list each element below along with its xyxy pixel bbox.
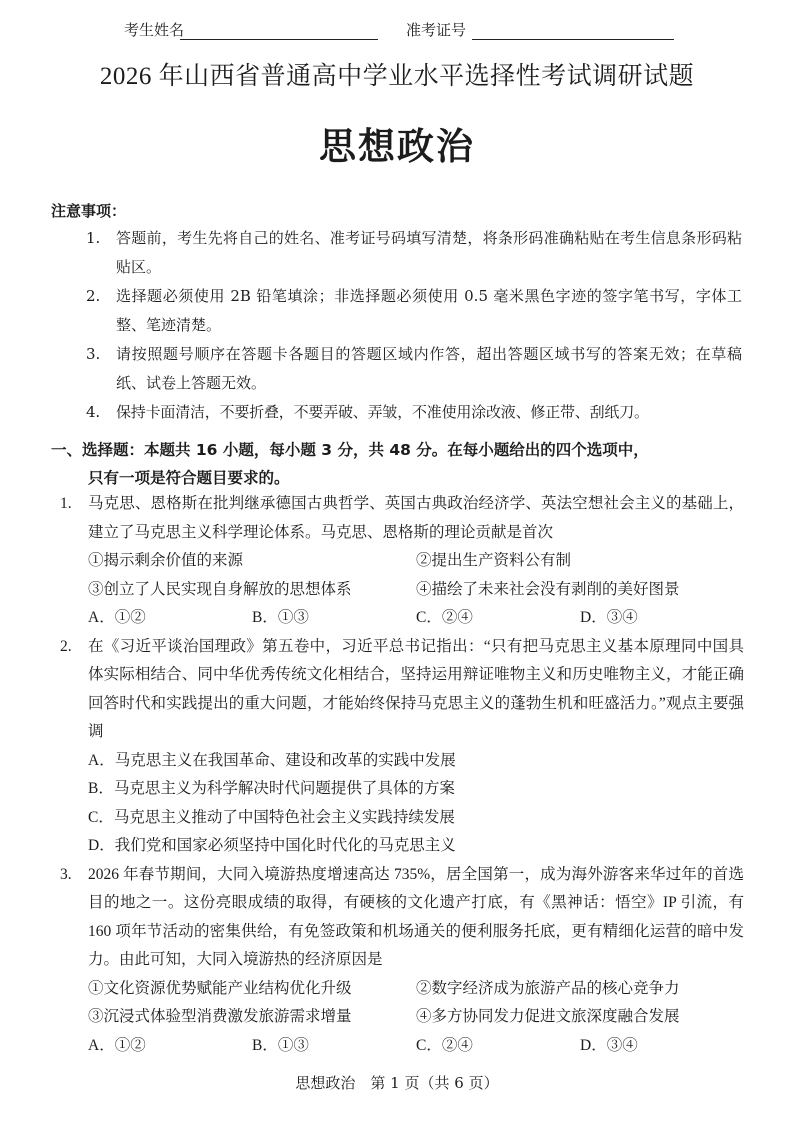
subject-title: 思想政治	[319, 125, 475, 168]
notice-list	[86, 224, 742, 427]
question-stem: 2026 年春节期间，大同入境游热度增速高达 735%，居全国第一，成为海外游客来华过年的首选目的地之一。这份亮眼成绩的取得，有硬核的文化遗产打底，有《黑神话：悟空》IP 引流，有 160 项年节活动的密集供给，有免签政策和机场通关的便利服务托底，更有精细化运营的暗中发力。由此可知，大同入境游热的经济原因是	[88, 865, 744, 968]
option-row	[88, 604, 744, 633]
question-number: 2.	[60, 637, 72, 655]
option-c: C．马克思主义推动了中国特色社会主义实践持续发展	[88, 808, 455, 826]
question-list	[60, 490, 744, 1060]
question-stem: 马克思、恩格斯在批判继承德国古典哲学、英国古典政治经济学、英法空想社会主义的基础上，建立了马克思主义科学理论体系。马克思、恩格斯的理论贡献是首次	[88, 495, 744, 541]
question-stem: 在《习近平谈治国理政》第五卷中，习近平总书记指出：“只有把马克思主义基本原理同中国具体实际相结合、同中华优秀传统文化相结合，坚持运用辩证唯物主义和历史唯物主义，才能正确回答时代和实践提出的重大问题，才能始终保持马克思主义的蓬勃生机和旺盛活力。”观点主要强调	[88, 637, 744, 740]
notice-num: 4.	[86, 403, 100, 421]
notice-item	[86, 224, 742, 282]
question-3	[60, 861, 744, 1061]
statement-row	[88, 547, 744, 576]
option-a: A．①②	[88, 609, 146, 626]
option-c: C．②④	[416, 1036, 473, 1054]
statement: ④描绘了未来社会没有剥削的美好图景	[416, 580, 680, 598]
notice-text: 保持卡面清洁，不要折叠，不要弄破、弄皱，不准使用涂改液、修正带、刮纸刀。	[116, 403, 649, 421]
id-label: 准考证号	[406, 21, 467, 39]
notice-text: 答题前，考生先将自己的姓名、准考证号码填写清楚，将条形码准确粘贴在考生信息条形码粘贴区。	[116, 229, 742, 276]
statement-row	[88, 975, 744, 1004]
notice-item	[86, 340, 742, 398]
option-b: B．①③	[252, 609, 309, 626]
notice-item	[86, 398, 742, 427]
section-line-2: 只有一项是符合题目要求的。	[88, 469, 290, 487]
question-number: 1.	[60, 495, 72, 512]
option-d: D．③④	[580, 609, 638, 626]
exam-title: 2026 年山西省普通高中学业水平选择性考试调研试题	[99, 63, 695, 90]
question-1	[60, 490, 744, 633]
option-d: D．③④	[580, 1036, 638, 1054]
option-a: A．马克思主义在我国革命、建设和改革的实践中发展	[88, 751, 456, 769]
notice-heading: 注意事项：	[51, 202, 127, 220]
name-label: 考生姓名	[124, 21, 185, 39]
statement: ①文化资源优势赋能产业结构优化升级	[88, 979, 352, 997]
statement: ③创立了人民实现自身解放的思想体系	[88, 580, 352, 598]
notice-text: 选择题必须使用 2B 铅笔填涂；非选择题必须使用 0.5 毫米黑色字迹的签字笔书写，字体工整、笔迹清楚。	[116, 287, 742, 334]
statement: ②提出生产资料公有制	[416, 552, 572, 569]
option-b: B．马克思主义为科学解决时代问题提供了具体的方案	[88, 780, 455, 797]
statement-row	[88, 576, 744, 605]
notice-text: 请按照题号顺序在答题卡各题目的答题区域内作答，超出答题区域书写的答案无效；在草稿纸、试卷上答题无效。	[116, 345, 742, 392]
notice-num: 3.	[86, 345, 101, 363]
notice-item	[86, 282, 742, 340]
statement-row	[88, 1003, 744, 1032]
id-line	[472, 39, 674, 40]
notice-num: 2.	[86, 287, 101, 305]
option-c: C．②④	[416, 609, 473, 626]
section-line-1: 一、选择题：本题共 16 小题，每小题 3 分，共 48 分。在每小题给出的四个选项中，	[51, 441, 649, 459]
option-a: A．①②	[88, 1036, 146, 1054]
option-b: B．①③	[252, 1036, 309, 1054]
option-row	[88, 1032, 744, 1061]
question-2	[60, 633, 744, 861]
statement: ①揭示剩余价值的来源	[88, 552, 244, 569]
page-footer: 思想政治 第 1 页（共 6 页）	[295, 1074, 499, 1092]
statement: ④多方协同发力促进文旅深度融合发展	[416, 1008, 680, 1025]
option-d: D．我们党和国家必须坚持中国化时代化的马克思主义	[88, 837, 456, 854]
name-line	[180, 39, 378, 40]
statement: ③沉浸式体验型消费激发旅游需求增量	[88, 1008, 352, 1025]
candidate-info	[0, 17, 794, 43]
question-number: 3.	[60, 865, 72, 883]
statement: ②数字经济成为旅游产品的核心竞争力	[416, 979, 680, 997]
notice-num: 1.	[86, 229, 101, 247]
section-heading	[51, 436, 751, 492]
